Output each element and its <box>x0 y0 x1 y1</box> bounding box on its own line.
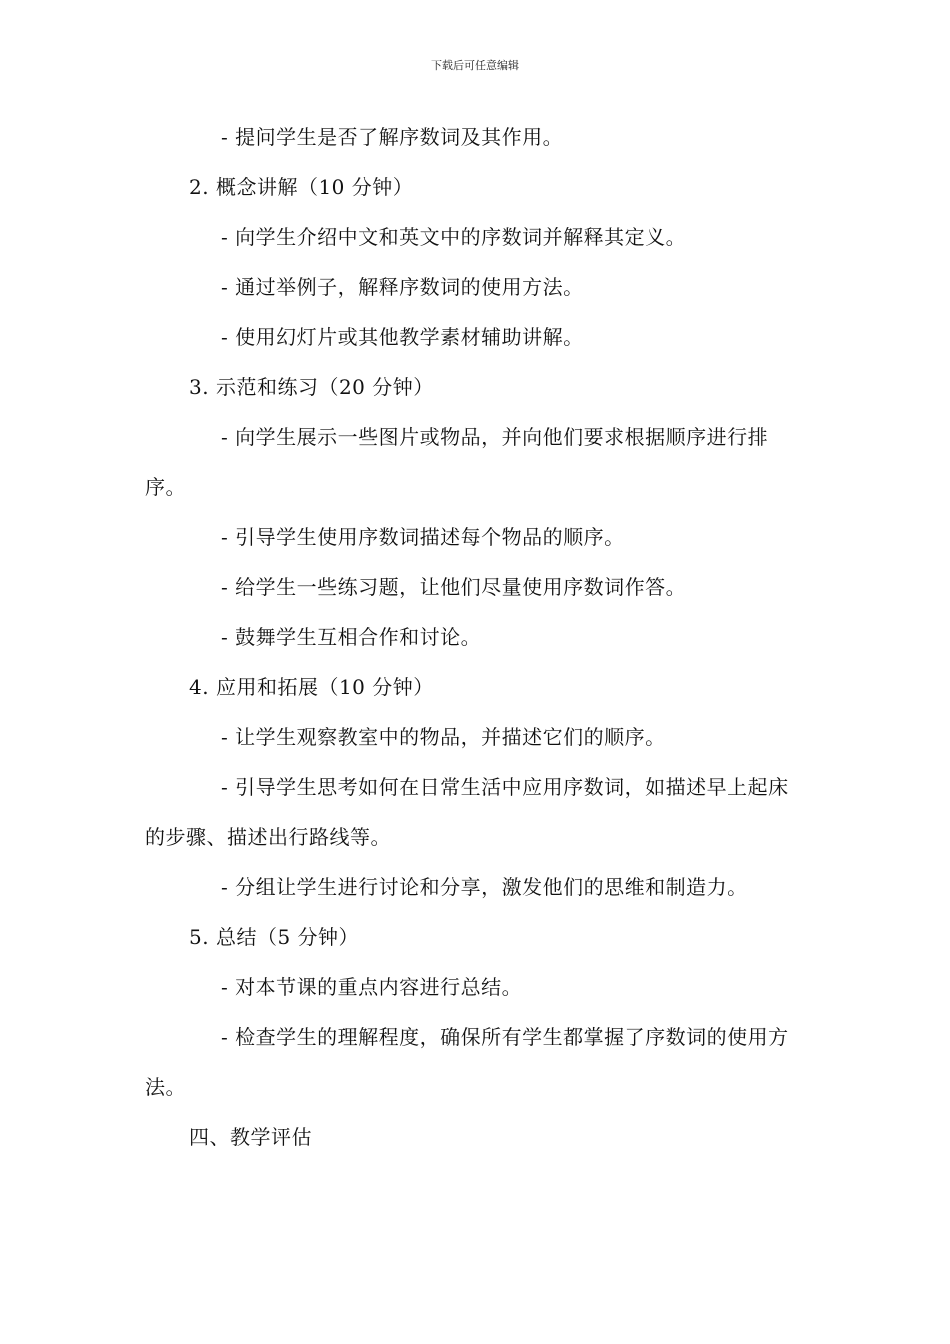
page-header: 下载后可任意编辑 <box>431 59 519 72</box>
bullet-line: - 对本节课的重点内容进行总结。 <box>221 975 523 999</box>
bullet-line: - 鼓舞学生互相合作和讨论。 <box>221 625 482 649</box>
bullet-line: - 引导学生思考如何在日常生活中应用序数词，如描述早上起床的步骤、描述出行路线等。 <box>145 775 789 849</box>
bullet-line: - 引导学生使用序数词描述每个物品的顺序。 <box>221 525 625 549</box>
document-body <box>145 112 805 1162</box>
step-heading: 4. 应用和拓展（10 分钟） <box>189 675 434 699</box>
bullet-line: - 向学生展示一些图片或物品，并向他们要求根据顺序进行排序。 <box>145 425 769 499</box>
bullet-line: - 给学生一些练习题，让他们尽量使用序数词作答。 <box>221 575 687 599</box>
bullet-line: - 向学生介绍中文和英文中的序数词并解释其定义。 <box>221 225 687 249</box>
step-heading: 5. 总结（5 分钟） <box>189 925 360 949</box>
step-heading: 3. 示范和练习（20 分钟） <box>189 375 434 399</box>
bullet-line: - 通过举例子，解释序数词的使用方法。 <box>221 275 584 299</box>
bullet-line: - 检查学生的理解程度，确保所有学生都掌握了序数词的使用方法。 <box>145 1025 789 1099</box>
bullet-line: - 提问学生是否了解序数词及其作用。 <box>221 125 564 149</box>
step-heading: 2. 概念讲解（10 分钟） <box>189 175 414 199</box>
bullet-line: - 分组让学生进行讨论和分享，激发他们的思维和制造力。 <box>221 875 748 899</box>
section-heading: 四、教学评估 <box>189 1125 312 1149</box>
bullet-line: - 使用幻灯片或其他教学素材辅助讲解。 <box>221 325 584 349</box>
bullet-line: - 让学生观察教室中的物品，并描述它们的顺序。 <box>221 725 666 749</box>
